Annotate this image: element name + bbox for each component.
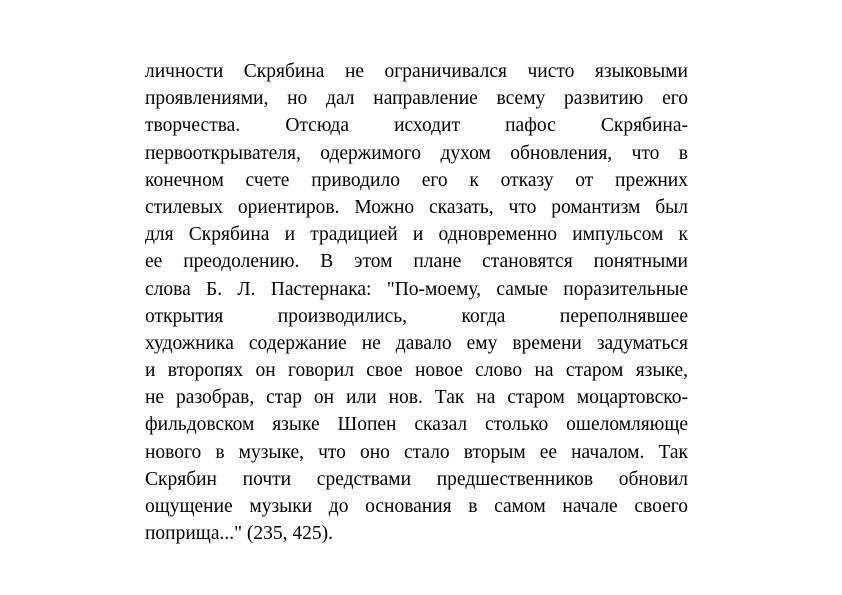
text-line: открытия производились, когда переполнявшее (145, 305, 688, 327)
body-paragraph (145, 58, 688, 547)
text-line: ощущение музыки до основания в самом начале своего (145, 496, 688, 517)
text-line: и второпях он говорил свое новое слово на старом языке, (145, 360, 688, 382)
text-line: нового в музыке, что оно стало вторым ее началом. Так (145, 441, 688, 463)
text-line: художника содержание не давало ему времени задуматься (145, 332, 688, 354)
text-line: слова Б. Л. Пастернака: "По-моему, самые поразительные (145, 278, 688, 300)
text-line: фильдовском языке Шопен сказал столько ошеломляюще (145, 414, 688, 436)
text-line: личности Скрябина не ограничивался чисто языковыми (145, 61, 688, 82)
text-line: творчества. Отсюда исходит пафос Скрябина- (145, 115, 688, 137)
text-line: первооткрывателя, одержимого духом обновления, что в (145, 142, 688, 164)
text-line: для Скрябина и традицией и одновременно импульсом к (145, 224, 688, 246)
text-line: не разобрав, стар он или нов. Так на старом моцартовско- (145, 387, 688, 409)
text-line: конечном счете приводило его к отказу от прежних (145, 169, 688, 191)
text-line: стилевых ориентиров. Можно сказать, что романтизм был (145, 196, 688, 218)
text-line-last: поприща..." (235, 425). (145, 523, 334, 545)
text-line: Скрябин почти средствами предшественников обновил (145, 468, 688, 490)
text-line: проявлениями, но дал направление всему развитию его (145, 88, 688, 110)
text-line: ее преодолению. В этом плане становятся понятными (145, 251, 688, 273)
